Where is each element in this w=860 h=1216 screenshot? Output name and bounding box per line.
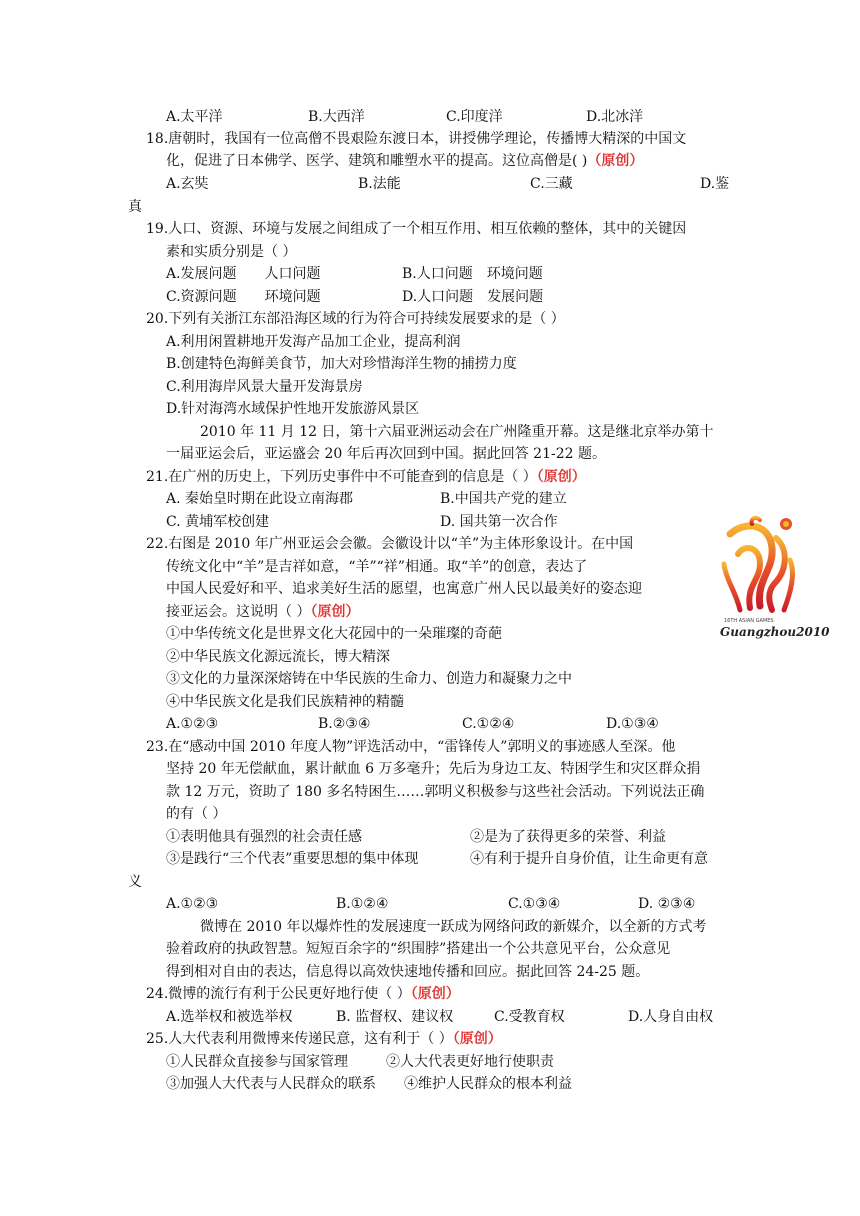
passage1-line-1: 2010 年 11 月 12 日，第十六届亚洲运动会在广州隆重开幕。这是继北京举办第十 bbox=[200, 424, 714, 440]
q20-option-d: D.针对海湾水域保护性地开发旅游风景区 bbox=[166, 401, 420, 417]
q22-option-b: B.②③④ bbox=[318, 716, 371, 732]
q19-option-d: D.人口问题 发展问题 bbox=[402, 289, 544, 305]
q25-item-3: ③加强人大代表与人民群众的联系 bbox=[166, 1076, 376, 1092]
q21-option-a: A. 秦始皇时期在此设立南海郡 bbox=[166, 491, 354, 507]
q18-wrap: 真 bbox=[128, 199, 142, 215]
q23-line-2: 坚持 20 年无偿献血，累计献血 6 万多毫升；先后为身边工友、特困学生和灾区群众捐 bbox=[166, 761, 701, 777]
q23-option-d: D. ②③④ bbox=[638, 896, 696, 912]
q22-option-c: C.①②④ bbox=[462, 716, 515, 732]
q23-option-a: A.①②③ bbox=[166, 896, 219, 912]
original-tag: （原创） bbox=[536, 469, 586, 485]
original-tag: （原创） bbox=[410, 986, 460, 1002]
q22-line-1: 22.右图是 2010 年广州亚运会会徽。会徽设计以“羊”为主体形象设计。在中国 bbox=[146, 536, 634, 552]
q25-line-1: 25.人大代表利用微博来传递民意，这有利于（ ）（原创） bbox=[146, 1031, 502, 1047]
q25-item-1: ①人民群众直接参与国家管理 bbox=[166, 1054, 348, 1070]
q24-option-b: B. 监督权、建议权 bbox=[336, 1009, 454, 1025]
q22-option-a: A.①②③ bbox=[166, 716, 219, 732]
logo-caption-small: 16TH ASIAN GAMES bbox=[724, 618, 774, 624]
q20-line-1: 20.下列有关浙江东部沿海区域的行为符合可持续发展要求的是（ ） bbox=[146, 311, 565, 327]
q20-option-c: C.利用海岸风景大量开发海景房 bbox=[166, 379, 363, 395]
q18-line-2: 化，促进了日本佛学、医学、建筑和雕塑水平的提高。这位高僧是( )（原创） bbox=[166, 153, 644, 169]
original-tag: （原创） bbox=[587, 153, 644, 169]
q19-line-1: 19.人口、资源、环境与发展之间组成了一个相互作用、相互依赖的整体，其中的关键因 bbox=[146, 221, 687, 237]
q23-line-3: 款 12 万元，资助了 180 多名特困生……郭明义积极参与这些社会活动。下列说法正确 bbox=[166, 784, 705, 800]
q19-option-b: B.人口问题 环境问题 bbox=[402, 266, 543, 282]
q23-line-1: 23.在“感动中国 2010 年度人物”评选活动中，“雷锋传人”郭明义的事迹感人至深。他 bbox=[146, 739, 676, 755]
original-tag: （原创） bbox=[310, 604, 360, 620]
q24-option-d: D.人身自由权 bbox=[628, 1009, 714, 1025]
q18-line-1: 18.唐朝时，我国有一位高僧不畏艰险东渡日本，讲授佛学理论，传播博大精深的中国文 bbox=[146, 131, 687, 147]
q25-item-2: ②人大代表更好地行使职责 bbox=[386, 1054, 554, 1070]
q24-option-c: C.受教育权 bbox=[494, 1009, 565, 1025]
q21-option-d: D. 国共第一次合作 bbox=[440, 514, 558, 530]
q18-option-c: C.三藏 bbox=[530, 176, 573, 192]
q22-item-4: ④中华民族文化是我们民族精神的精髓 bbox=[166, 694, 404, 710]
original-tag: （原创） bbox=[452, 1031, 502, 1047]
q18-option-a: A.玄奘 bbox=[166, 176, 209, 192]
q22-line-2: 传统文化中“羊”是吉祥如意，“羊”“祥”相通。取“羊”的创意，表达了 bbox=[166, 559, 588, 575]
q22-line-4: 接亚运会。这说明（ ）（原创） bbox=[166, 604, 360, 620]
logo-caption: Guangzhou2010 bbox=[720, 625, 830, 639]
q23-item-4: ④有利于提升自身价值，让生命更有意 bbox=[470, 851, 708, 867]
q19-line-2: 素和实质分别是（ ） bbox=[166, 244, 297, 260]
q21-option-c: C. 黄埔军校创建 bbox=[166, 514, 270, 530]
q22-option-d: D.①③④ bbox=[606, 716, 659, 732]
q23-item-3: ③是践行“三个代表”重要思想的集中体现 bbox=[166, 851, 419, 867]
q22-item-3: ③文化的力量深深熔铸在中华民族的生命力、创造力和凝聚力之中 bbox=[166, 671, 572, 687]
q23-wrap: 义 bbox=[128, 874, 142, 890]
q18-option-b: B.法能 bbox=[358, 176, 401, 192]
passage1-line-2: 一届亚运会后，亚运盛会 20 年后再次回到中国。据此回答 21-22 题。 bbox=[166, 446, 606, 462]
q17-option-c: C.印度洋 bbox=[446, 109, 503, 125]
passage2-line-3: 得到相对自由的表达，信息得以高效快速地传播和回应。据此回答 24-25 题。 bbox=[166, 964, 650, 980]
q20-option-a: A.利用闲置耕地开发海产品加工企业，提高利润 bbox=[166, 334, 461, 350]
q19-option-c: C.资源问题 环境问题 bbox=[166, 289, 321, 305]
q23-item-1: ①表明他具有强烈的社会责任感 bbox=[166, 829, 362, 845]
q22-item-1: ①中华传统文化是世界文化大花园中的一朵璀璨的奇葩 bbox=[166, 626, 502, 642]
q17-option-d: D.北冰洋 bbox=[586, 109, 644, 125]
q23-option-c: C.①③④ bbox=[508, 896, 561, 912]
passage2-line-1: 微博在 2010 年以爆炸性的发展速度一跃成为网络问政的新媒介，以全新的方式考 bbox=[200, 919, 707, 935]
q24-option-a: A.选举权和被选举权 bbox=[166, 1009, 293, 1025]
q23-item-2: ②是为了获得更多的荣誉、利益 bbox=[470, 829, 666, 845]
q25-item-4: ④维护人民群众的根本利益 bbox=[404, 1076, 572, 1092]
q21-option-b: B.中国共产党的建立 bbox=[440, 491, 567, 507]
q22-item-2: ②中华民族文化源远流长，博大精深 bbox=[166, 649, 390, 665]
q19-option-a: A.发展问题 人口问题 bbox=[166, 266, 321, 282]
q24-line-1: 24.微博的流行有利于公民更好地行使（ ）（原创） bbox=[146, 986, 460, 1002]
q17-option-a: A.太平洋 bbox=[166, 109, 223, 125]
q17-option-b: B.大西洋 bbox=[308, 109, 365, 125]
q18-option-d: D.鉴 bbox=[700, 176, 730, 192]
asian-games-logo-icon bbox=[716, 514, 830, 640]
q23-line-4: 的有（ ） bbox=[166, 806, 227, 822]
q23-option-b: B.①②④ bbox=[336, 896, 389, 912]
q20-option-b: B.创建特色海鲜美食节，加大对珍惜海洋生物的捕捞力度 bbox=[166, 356, 517, 372]
q21-line-1: 21.在广州的历史上，下列历史事件中不可能查到的信息是（ ）（原创） bbox=[146, 469, 586, 485]
passage2-line-2: 验着政府的执政智慧。短短百余字的“织围脖”搭建出一个公共意见平台，公众意见 bbox=[166, 941, 671, 957]
q22-line-3: 中国人民爱好和平、追求美好生活的愿望，也寓意广州人民以最美好的姿态迎 bbox=[166, 581, 642, 597]
